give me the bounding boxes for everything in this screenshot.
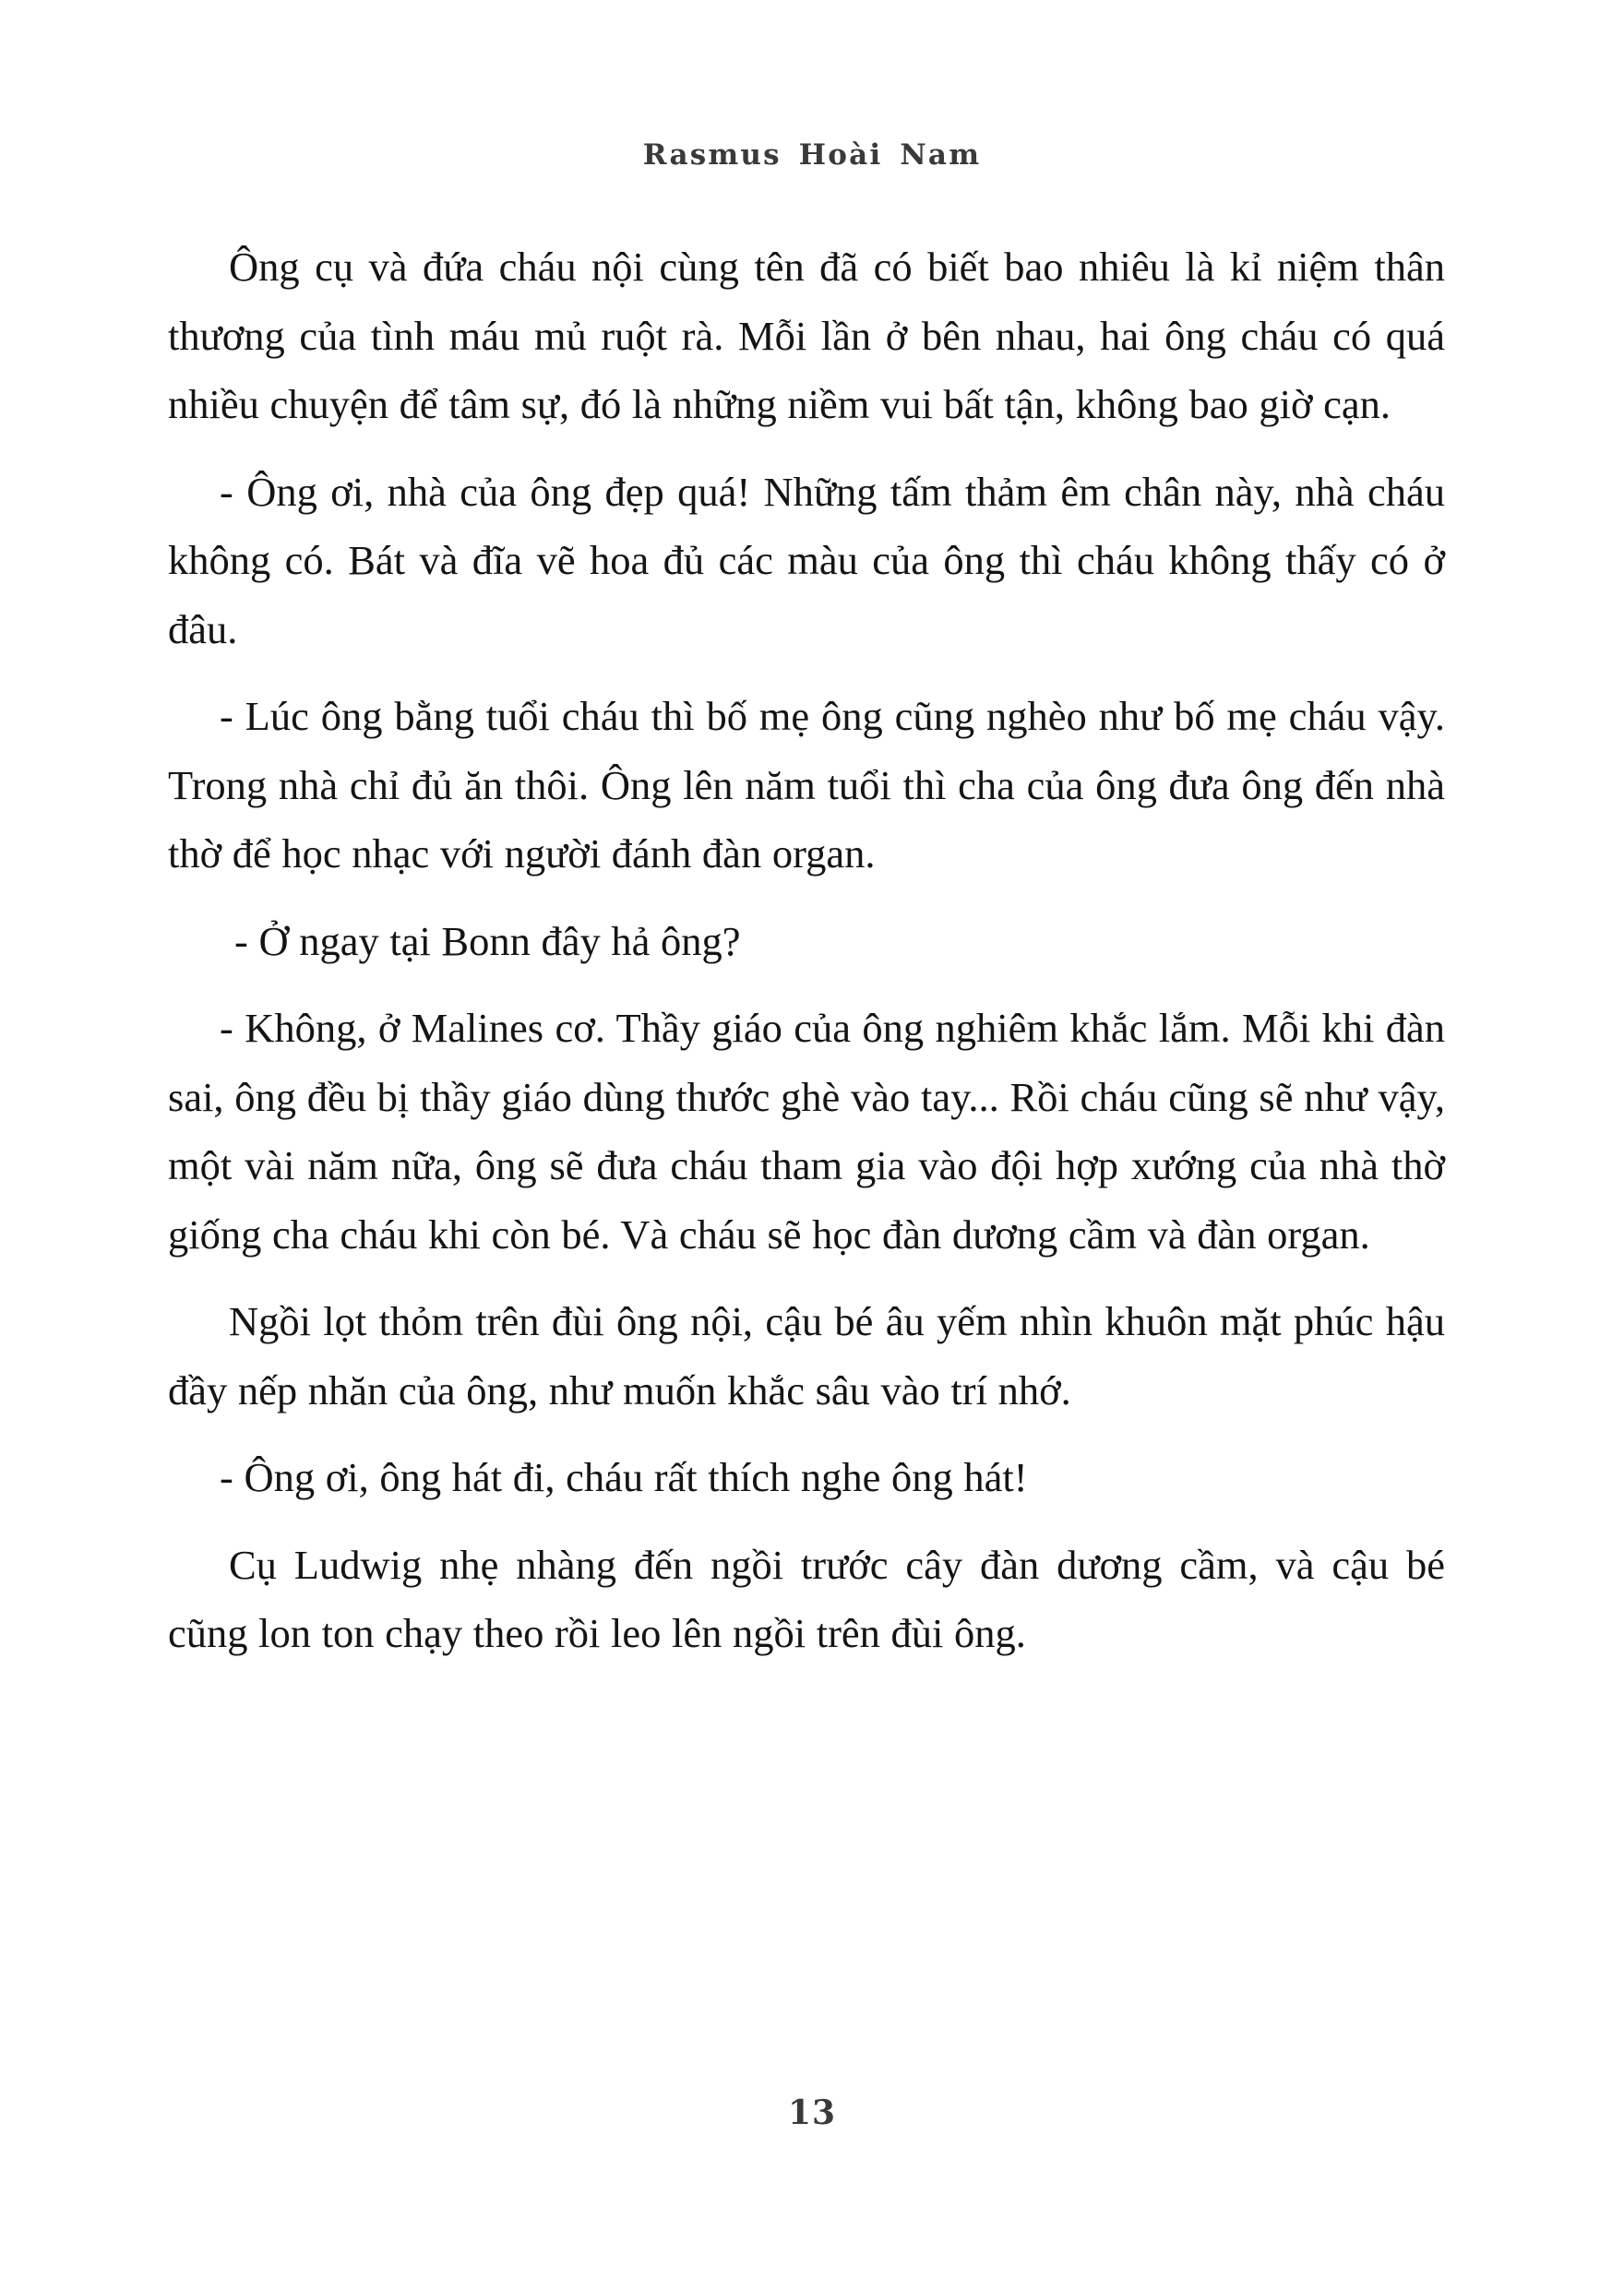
paragraph-5: - Không, ở Malines cơ. Thầy giáo của ông nghiêm khắc lắm. Mỗi khi đàn sai, ông đều bị thầy giáo dùng thước ghè vào tay... Rồi cháu cũng sẽ như vậy, một vài năm nữa, ông sẽ đưa cháu tham gia vào đội hợp xướng của nhà thờ giống cha cháu khi còn bé. Và cháu sẽ học đàn dương cầm và đàn organ. — [168, 1005, 1445, 1258]
paragraph-6: Ngồi lọt thỏm trên đùi ông nội, cậu bé âu yếm nhìn khuôn mặt phúc hậu đầy nếp nhăn của ông, như muốn khắc sâu vào trí nhớ. — [168, 1298, 1445, 1413]
paragraph-3: - Lúc ông bằng tuổi cháu thì bố mẹ ông cũng nghèo như bố mẹ cháu vậy. Trong nhà chỉ đủ ăn thôi. Ông lên năm tuổi thì cha của ông đưa ông đến nhà thờ để học nhạc với người đánh đàn organ. — [168, 693, 1445, 877]
paragraph-4: - Ở ngay tại Bonn đây hả ông? — [234, 917, 741, 964]
page-number: 13 — [787, 2093, 837, 2132]
running-head: Rasmus Hoài Nam — [642, 138, 982, 172]
paragraph-7: - Ông ơi, ông hát đi, cháu rất thích nghe ông hát! — [220, 1454, 1028, 1500]
paragraph-1: Ông cụ và đứa cháu nội cùng tên đã có biết bao nhiêu là kỉ niệm thân thương của tình máu mủ ruột rà. Mỗi lần ở bên nhau, hai ông cháu có quá nhiều chuyện để tâm sự, đó là những niềm vui bất tận, không bao giờ cạn. — [168, 244, 1445, 427]
body-text-column — [168, 233, 1445, 1668]
paragraph-2: - Ông ơi, nhà của ông đẹp quá! Những tấm thảm êm chân này, nhà cháu không có. Bát và đĩa vẽ hoa đủ các màu của ông thì cháu không thấy có ở đâu. — [168, 468, 1445, 652]
paragraph-8: Cụ Ludwig nhẹ nhàng đến ngồi trước cây đàn dương cầm, và cậu bé cũng lon ton chạy theo rồi leo lên ngồi trên đùi ông. — [168, 1541, 1445, 1656]
